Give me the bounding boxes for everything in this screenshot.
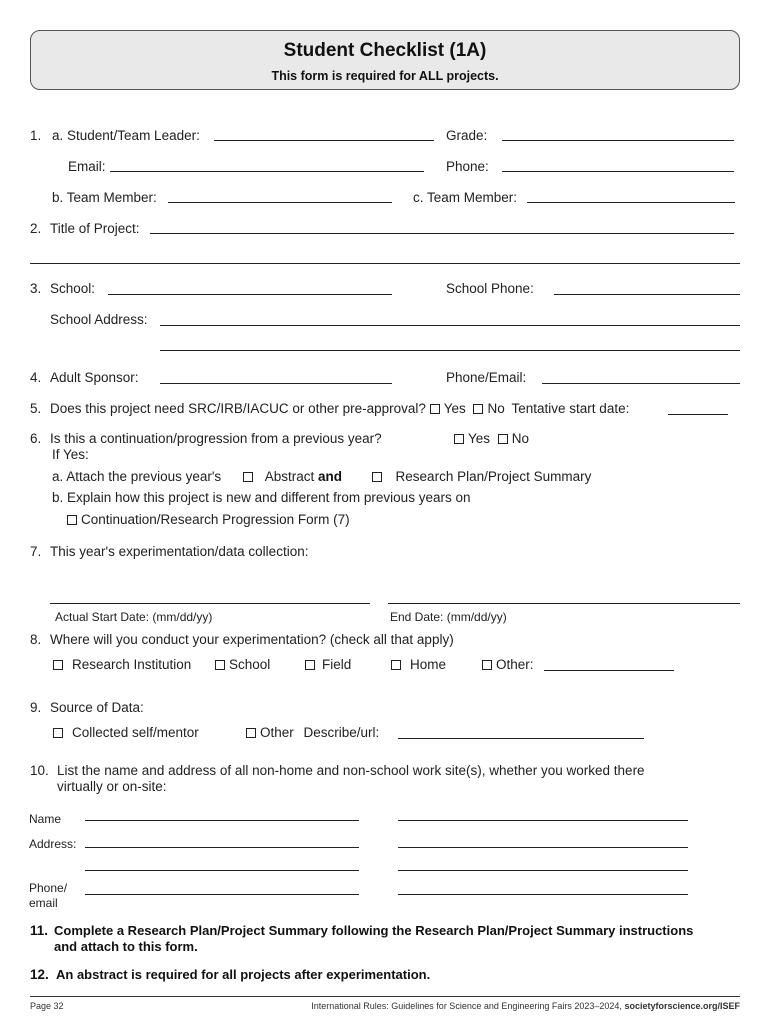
worksite-phone-label-line1: Phone/	[29, 881, 68, 895]
end-date-field[interactable]	[388, 603, 740, 604]
sponsor-phone-email-field[interactable]	[542, 383, 740, 384]
field-checkbox[interactable]	[305, 660, 315, 670]
worksite-address-label: Address:	[29, 837, 77, 851]
abstract-label: Abstract	[264, 469, 315, 484]
q6-if-yes: If Yes:	[52, 447, 89, 462]
team-member-b-label: b. Team Member:	[52, 190, 157, 205]
footer-source-text: International Rules: Guidelines for Science and Engineering Fairs 2023–2024,	[311, 1001, 622, 1011]
field-label: Field	[322, 657, 352, 672]
other-location-label: Other:	[496, 657, 534, 672]
research-institution-checkbox[interactable]	[53, 660, 63, 670]
q11-line2: and attach to this form.	[54, 939, 198, 954]
q3-number: 3.	[30, 281, 42, 296]
email-label: Email:	[68, 159, 106, 174]
collected-self-mentor-checkbox[interactable]	[53, 728, 63, 738]
form-title: Student Checklist (1A)	[283, 40, 487, 61]
and-label: and	[318, 469, 343, 484]
school-address-field[interactable]	[160, 325, 740, 326]
phone-field[interactable]	[502, 171, 734, 172]
worksite2-address-field-line2[interactable]	[398, 870, 688, 871]
q5-no-checkbox[interactable]	[473, 404, 483, 414]
option-school	[215, 657, 270, 673]
actual-start-date-field[interactable]	[50, 603, 370, 604]
continuation-form-checkbox[interactable]	[67, 515, 77, 525]
team-member-b-field[interactable]	[168, 202, 392, 203]
q12-text: An abstract is required for all projects after experimentation.	[56, 967, 431, 982]
school-phone-field[interactable]	[554, 294, 740, 295]
q5-yes-label: Yes	[443, 401, 466, 416]
q6-yes-checkbox[interactable]	[454, 434, 464, 444]
school-label: School:	[50, 281, 96, 296]
describe-url-field[interactable]	[398, 738, 644, 739]
team-member-c-field[interactable]	[527, 202, 735, 203]
actual-start-date-label: Actual Start Date: (mm/dd/yy)	[55, 610, 213, 624]
worksite2-name-field[interactable]	[398, 820, 688, 821]
adult-sponsor-label: Adult Sponsor:	[50, 370, 139, 385]
grade-field[interactable]	[502, 140, 734, 141]
school-field[interactable]	[108, 294, 392, 295]
worksite-phone-label	[29, 881, 67, 911]
worksite1-address-field-line2[interactable]	[85, 870, 359, 871]
q8-number: 8.	[30, 632, 42, 647]
q9-question: Source of Data:	[50, 700, 144, 715]
grade-label: Grade:	[446, 128, 488, 143]
tentative-start-date-field[interactable]	[668, 414, 728, 415]
student-leader-label: a. Student/Team Leader:	[52, 128, 200, 143]
school-address-field-line2[interactable]	[160, 350, 740, 351]
q10-line1: List the name and address of all non-home and non-school work site(s), whether you worked there	[57, 763, 645, 778]
q11-number: 11.	[30, 923, 49, 938]
describe-url-label: Describe/url:	[303, 725, 380, 740]
worksite2-phone-field[interactable]	[398, 894, 688, 895]
adult-sponsor-field[interactable]	[160, 383, 392, 384]
worksite2-address-field[interactable]	[398, 847, 688, 848]
q1-number: 1.	[30, 128, 42, 143]
school-phone-label: School Phone:	[446, 281, 534, 296]
q5-question	[50, 401, 629, 417]
email-field[interactable]	[110, 171, 424, 172]
worksite1-address-field[interactable]	[85, 847, 359, 848]
source-collected	[53, 725, 199, 741]
q4-number: 4.	[30, 370, 42, 385]
q6-number: 6.	[30, 431, 42, 446]
q2-number: 2.	[30, 221, 42, 236]
collected-self-mentor-label: Collected self/mentor	[72, 725, 199, 740]
q6-b-text: b. Explain how this project is new and different from previous years on	[52, 490, 471, 505]
form-subtitle: This form is required for ALL projects.	[271, 69, 499, 83]
tentative-start-date-label: Tentative start date:	[511, 401, 630, 416]
q5-question-text: Does this project need SRC/IRB/IACUC or other pre-approval?	[50, 401, 426, 416]
option-field	[305, 657, 351, 673]
source-other	[246, 725, 379, 741]
other-source-checkbox[interactable]	[246, 728, 256, 738]
q10-line2: virtually or on-site:	[57, 779, 167, 794]
q6-no-checkbox[interactable]	[498, 434, 508, 444]
q10-number: 10.	[30, 763, 49, 778]
q6-yes-label: Yes	[468, 431, 491, 446]
team-member-c-label: c. Team Member:	[413, 190, 518, 205]
footer-site-link[interactable]: societyforscience.org/ISEF	[624, 1001, 740, 1011]
continuation-form-label: Continuation/Research Progression Form (7)	[81, 512, 350, 527]
q6-question: Is this a continuation/progression from a previous year?	[50, 431, 382, 446]
q6-a-row	[52, 469, 591, 485]
project-title-label: Title of Project:	[50, 221, 140, 236]
q5-number: 5.	[30, 401, 42, 416]
research-institution-label: Research Institution	[72, 657, 192, 672]
q6-options	[454, 431, 529, 447]
student-leader-field[interactable]	[214, 140, 434, 141]
phone-label: Phone:	[446, 159, 489, 174]
q7-number: 7.	[30, 544, 42, 559]
footer-rule	[30, 996, 740, 997]
worksite1-name-field[interactable]	[85, 820, 359, 821]
q7-question: This year's experimentation/data collection:	[50, 544, 309, 559]
sponsor-phone-email-label: Phone/Email:	[446, 370, 527, 385]
q12-number: 12.	[30, 967, 49, 982]
school-address-label: School Address:	[50, 312, 148, 327]
q8-question: Where will you conduct your experimentation? (check all that apply)	[50, 632, 454, 647]
research-plan-checkbox[interactable]	[372, 472, 382, 482]
school-option-label: School	[229, 657, 271, 672]
footer-source	[311, 1001, 740, 1011]
home-label: Home	[410, 657, 447, 672]
q11-line1: Complete a Research Plan/Project Summary following the Research Plan/Project Summary instructions	[54, 923, 694, 938]
form-header	[30, 30, 740, 90]
option-other	[482, 657, 534, 673]
option-research-institution	[53, 657, 191, 673]
q6-continuation-row	[67, 512, 350, 528]
worksite1-phone-field[interactable]	[85, 894, 359, 895]
q5-yes-checkbox[interactable]	[430, 404, 440, 414]
other-source-label: Other	[260, 725, 294, 740]
other-location-checkbox[interactable]	[482, 660, 492, 670]
q6-a-prefix: a. Attach the previous year's	[52, 469, 222, 484]
q9-number: 9.	[30, 700, 42, 715]
end-date-label: End Date: (mm/dd/yy)	[390, 610, 507, 624]
q6-no-label: No	[511, 431, 530, 446]
worksite-name-label: Name	[29, 812, 62, 826]
abstract-checkbox[interactable]	[243, 472, 253, 482]
project-title-field-line2[interactable]	[30, 263, 740, 264]
school-checkbox[interactable]	[215, 660, 225, 670]
q5-no-label: No	[487, 401, 505, 416]
project-title-field[interactable]	[150, 233, 734, 234]
home-checkbox[interactable]	[391, 660, 401, 670]
research-plan-label: Research Plan/Project Summary	[395, 469, 592, 484]
worksite-phone-label-line2: email	[29, 896, 58, 910]
option-home	[391, 657, 446, 673]
page-number: Page 32	[30, 1001, 64, 1011]
other-location-field[interactable]	[544, 670, 674, 671]
